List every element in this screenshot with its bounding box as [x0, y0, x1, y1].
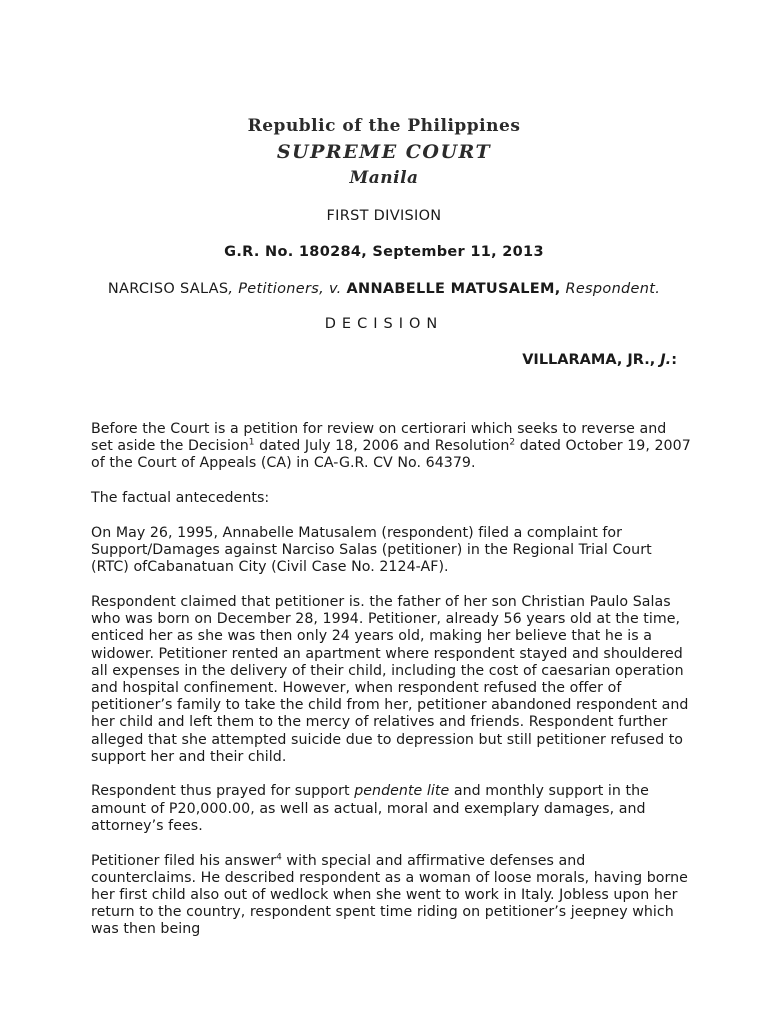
footnote-ref-1[interactable]: 1 [248, 437, 255, 448]
case-number: G.R. No. 180284, September 11, 2013 [224, 244, 544, 260]
masthead-manila: Manila [349, 168, 419, 188]
division-heading: FIRST DIVISION [326, 208, 442, 224]
paragraph-prayer-text-a: Respondent thus prayed for support [91, 783, 355, 800]
case-parties [0, 281, 768, 297]
paragraph-answer [91, 853, 691, 939]
ponente-suffix: J. [660, 352, 672, 368]
paragraph-complaint: On May 26, 1995, Annabelle Matusalem (respondent) filed a complaint for Support/Damages against Narciso Salas (petitioner) in the Regional Trial Court (RTC) ofCabanatuan City (Civil Case No. 2124-AF). [91, 524, 652, 576]
footnote-ref-2[interactable]: 2 [509, 437, 516, 448]
court-masthead [0, 113, 768, 191]
paragraph-prayer [91, 783, 691, 835]
ponente [522, 352, 677, 368]
masthead-republic: Republic of the Philippines [247, 116, 521, 136]
footnote-ref-4[interactable]: 4 [276, 851, 282, 862]
petitioner-name: NARCISO SALAS [107, 281, 229, 297]
respondent-label: Respondent. [560, 281, 661, 297]
paragraph-antecedents-heading: The factual antecedents: [91, 490, 270, 507]
decision-body [91, 421, 691, 956]
versus-separator: , v. [319, 281, 342, 297]
paragraph-prayer-text-b: and monthly support in the amount of P20,000.00, as well as actual, moral and exemplary damages, and attorney’s fees. [91, 783, 649, 834]
paragraph-intro-text-b: dated July 18, 2006 and Resolution [254, 438, 510, 455]
paragraph-intro [91, 421, 691, 473]
decision-title: DECISION [324, 316, 444, 332]
paragraph-intro-text-a: Before the Court is a petition for review on certiorari which seeks to reverse and set aside the Decision [91, 421, 667, 455]
ponente-colon: : [671, 352, 677, 368]
respondent-name: ANNABELLE MATUSALEM, [346, 281, 561, 297]
paragraph-respondent-claims: Respondent claimed that petitioner is. the father of her son Christian Paulo Salas who was born on December 28, 1994. Petitioner, already 56 years old at the time, enticed her as she was then only 24 years old, making her believe that he is a widower. Petitioner rented an apartment where respondent stayed and shouldered all expenses in the delivery of their child, including the cost of caesarian operation and hospital confinement. However, when respondent refused the offer of petitioner’s family to take the child from her, petitioner abandoned respondent and her child and left them to the mercy of relatives and friends. Respondent further alleged that she attempted suicide due to depression but still petitioner refused to support her and their child. [91, 593, 689, 765]
paragraph-answer-text-b: with special and affirmative defenses and counterclaims. He described respondent as a woman of loose morals, having borne her first child also out of wedlock when she went to work in Italy. Jobless upon her return to the country, respondent spent time riding on petitioner’s jeepney which was then being [91, 852, 688, 938]
ponente-name: VILLARAMA, JR., [522, 352, 661, 368]
masthead-supreme-court: SUPREME COURT [276, 141, 492, 163]
paragraph-prayer-italic: pendente lite [354, 783, 450, 800]
paragraph-answer-text-a: Petitioner filed his answer [91, 852, 277, 869]
paragraph-intro-text-c: dated October 19, 2007 of the Court of Appeals (CA) in CA-G.R. CV No. 64379. [91, 438, 691, 472]
petitioner-label: , Petitioners [228, 281, 320, 297]
